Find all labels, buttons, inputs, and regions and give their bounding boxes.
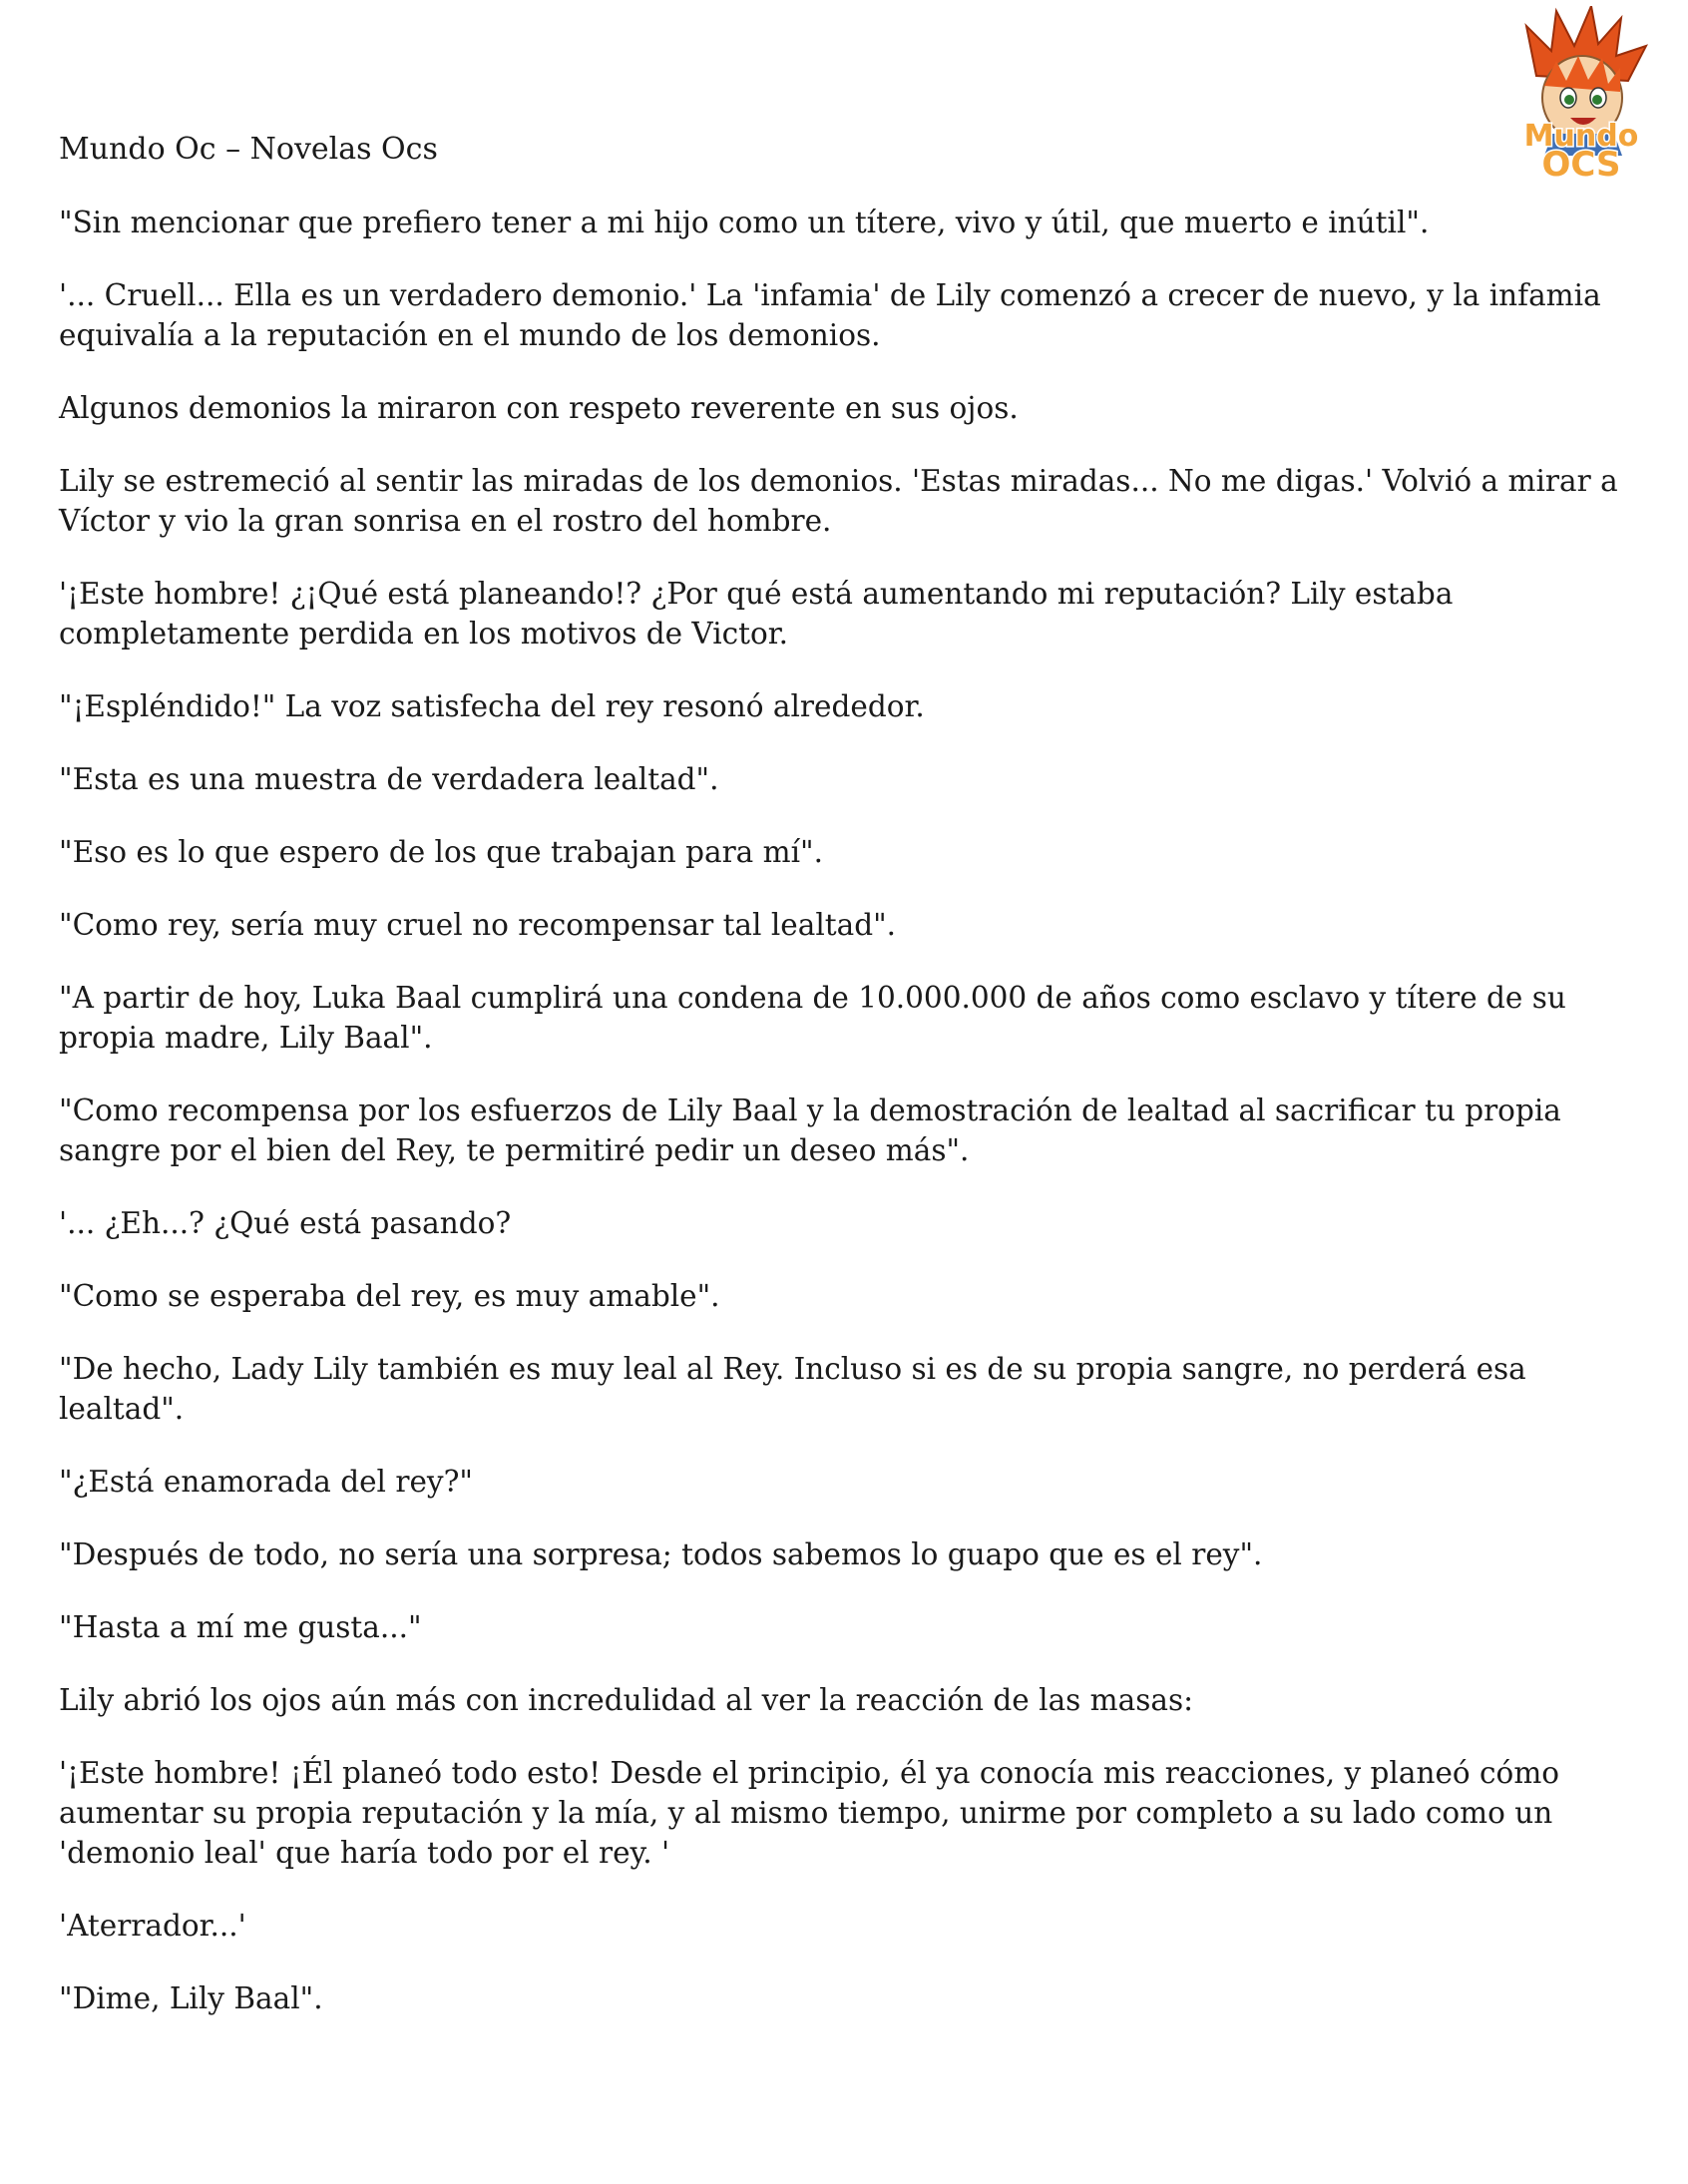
- paragraph: "Dime, Lily Baal".: [59, 1981, 323, 2015]
- paragraph: "Después de todo, no sería una sorpresa; todos sabemos lo guapo que es el rey".: [59, 1537, 1263, 1571]
- document-body: [59, 203, 1645, 2051]
- mundo-ocs-logo: [1496, 6, 1666, 181]
- paragraph: "¡Espléndido!" La voz satisfecha del rey resonó alrededor.: [59, 689, 925, 723]
- paragraph: '¡Este hombre! ¡Él planeó todo esto! Desde el principio, él ya conocía mis reacciones, y planeó cómo aumentar su propia reputación y la mía, y al mismo tiempo, unirme por completo a su lado como un 'demonio leal' que haría todo por el rey. ': [59, 1756, 1560, 1870]
- paragraph: "Esta es una muestra de verdadera lealtad".: [59, 762, 719, 796]
- paragraph: '... ¿Eh...? ¿Qué está pasando?: [59, 1206, 512, 1240]
- paragraph: "Como se esperaba del rey, es muy amable".: [59, 1279, 720, 1313]
- paragraph: Lily abrió los ojos aún más con incredulidad al ver la reacción de las masas:: [59, 1683, 1194, 1717]
- paragraph: Algunos demonios la miraron con respeto reverente en sus ojos.: [59, 391, 1019, 425]
- paragraph: "Sin mencionar que prefiero tener a mi hijo como un títere, vivo y útil, que muerto e inútil".: [59, 206, 1430, 239]
- svg-text:OCS: OCS: [1541, 145, 1621, 181]
- paragraph: "Como recompensa por los esfuerzos de Lily Baal y la demostración de lealtad al sacrificar tu propia sangre por el bien del Rey, te permitiré pedir un deseo más".: [59, 1093, 1561, 1167]
- paragraph: '... Cruell... Ella es un verdadero demonio.' La 'infamia' de Lily comenzó a crecer de nuevo, y la infamia equivalía a la reputación en el mundo de los demonios.: [59, 278, 1601, 352]
- paragraph: "Como rey, sería muy cruel no recompensar tal lealtad".: [59, 908, 897, 942]
- paragraph: "De hecho, Lady Lily también es muy leal al Rey. Incluso si es de su propia sangre, no perderá esa lealtad".: [59, 1352, 1526, 1426]
- paragraph: "¿Está enamorada del rey?": [59, 1465, 473, 1499]
- paragraph: "A partir de hoy, Luka Baal cumplirá una condena de 10.000.000 de años como esclavo y títere de su propia madre, Lily Baal".: [59, 981, 1566, 1055]
- document-header: Mundo Oc – Novelas Ocs: [59, 132, 438, 167]
- paragraph: '¡Este hombre! ¿¡Qué está planeando!? ¿Por qué está aumentando mi reputación? Lily estaba completamente perdida en los motivos de Victor.: [59, 577, 1454, 651]
- paragraph: Lily se estremeció al sentir las miradas de los demonios. 'Estas miradas... No me digas.' Volvió a mirar a Víctor y vio la gran sonrisa en el rostro del hombre.: [59, 464, 1618, 538]
- manga-boy-mascot-icon: [1496, 6, 1666, 181]
- paragraph: "Hasta a mí me gusta...": [59, 1610, 422, 1644]
- paragraph: 'Aterrador...': [59, 1909, 246, 1943]
- svg-text:Mundo: Mundo: [1523, 119, 1639, 154]
- paragraph: "Eso es lo que espero de los que trabajan para mí".: [59, 835, 823, 869]
